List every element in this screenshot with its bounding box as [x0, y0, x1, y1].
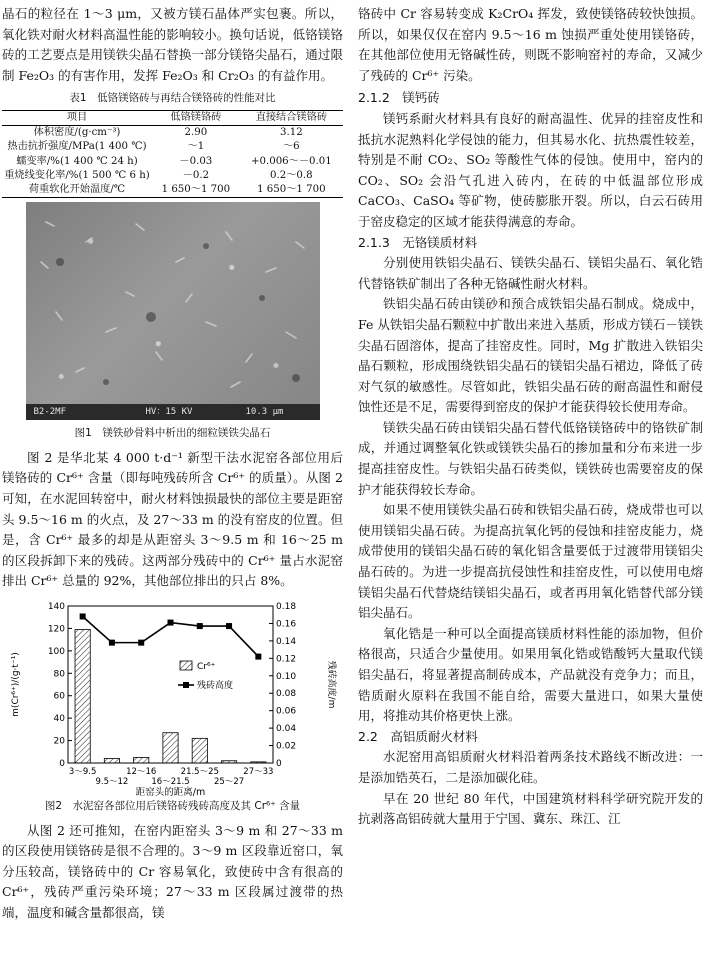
table1-header: 项目	[2, 110, 152, 125]
table-row	[2, 126, 343, 141]
chart-bars	[75, 629, 266, 762]
legend-label-cr6: Cr⁶⁺	[197, 661, 216, 672]
figure2-chart	[2, 598, 343, 796]
table1-caption: 表1 低铬镁铬砖与再结合镁铬砖的性能对比	[69, 92, 276, 105]
figure1-caption: 图1 镁铁砂骨料中析出的细粒镁铁尖晶石	[74, 427, 271, 440]
y-axis-label: m(Cr⁶⁺)/(g·t⁻¹)	[11, 652, 21, 717]
table-cell: 2.90	[184, 127, 208, 139]
table-cell: 0.2～0.8	[270, 169, 313, 181]
sem-micrograph	[26, 202, 320, 420]
sem-info-bar	[26, 404, 320, 420]
sem-scale-label: 10.3 μm	[245, 407, 284, 418]
table-cell: 1 650～1 700	[240, 183, 343, 198]
chart-svg	[2, 598, 343, 796]
right-paragraph-4: 铁铝尖晶石砖由镁砂和预合成铁铝尖晶石制成。烧成中，Fe 从铁铝尖晶石颗粒中扩散出来进入基质，形成方镁石－镁铁尖晶石固溶体，提高了挂窑皮性。同时，Mg 扩散进入铁铝尖晶石颗粒，形成围绕铁铝尖晶石的镁铝尖晶石裙边，降低了砖对气氛的敏感性。尽管如此，铁铝尖晶石砖的耐高温性和耐侵蚀性还是不足，需要得到窑皮的保护才能获得较长使用寿命。	[358, 296, 703, 415]
table-cell: 热击抗折强度/MPa(1 400 ℃)	[7, 141, 147, 153]
bar	[75, 629, 90, 762]
table-cell: 蠕变率/%(1 400 ℃ 24 h)	[16, 155, 138, 167]
table1-header-row	[2, 110, 343, 125]
line-point	[226, 623, 232, 629]
table-row	[2, 140, 343, 154]
line-point	[109, 640, 115, 646]
left-paragraph-3: 从图 2 还可推知，在窑内距窑头 3～9 m 和 27～33 m 的区段使用镁铬砖是很不合理的。3～9 m 区段靠近窑口，氧分压较高，镁铬砖中的 Cr 容易氧化，致使砖中含有很高的 Cr⁶⁺，残砖严重污染环境；27～33 m 区段属过渡带的热端，温度和碱含量都很高，镁	[2, 822, 343, 920]
right-paragraph-2: 镁钙系耐火材料具有良好的耐高温性、优异的挂窑皮性和抵抗水泥熟料化学侵蚀的能力，但其易水化、抗热震性较差，特别是不耐 CO₂、SO₂ 等酸性气体的侵蚀。使用中，窑内的 CO₂、SO₂ 会沿气孔进入砖内，在砖的中低温部位形成 CaCO₃、CaSO₄ 等矿物，使砖膨胀开裂。所以，白云石砖用于窑皮稳定的区域才能获得满意的寿命。	[358, 110, 703, 229]
bar	[251, 762, 266, 763]
x-axis-label: 距窑头的距离/m	[135, 786, 206, 796]
table-cell: ～1	[187, 141, 205, 153]
y2-tick-label: 0.08	[276, 689, 297, 700]
x-tick-label: 9.5～12	[95, 776, 129, 787]
table-cell: 荷重软化开始温度/℃	[2, 183, 152, 198]
table-cell: －0.2	[182, 169, 210, 181]
legend-label-height: 残砖高度	[197, 680, 234, 691]
right-paragraph-1: 铬砖中 Cr 容易转变成 K₂CrO₄ 挥发，致使镁铬砖较快蚀损。所以，如果仅仅在窑内 9.5～16 m 蚀损严重处使用镁铬砖，在其他部位使用无铬碱性砖，则既不影响窑衬的寿命，又减少了残砖的 Cr⁶⁺ 污染。	[358, 6, 703, 83]
sem-voltage-label: HV：15 KV	[145, 407, 193, 418]
right-column	[358, 4, 703, 830]
table-cell: 1 650～1 700	[152, 183, 240, 198]
y2-tick-label: 0.04	[276, 724, 297, 735]
x-tick-label: 16～21.5	[151, 776, 190, 787]
table-cell: 重烧线变化率/%(1 500 ℃ 6 h)	[4, 169, 150, 181]
bar	[221, 761, 236, 763]
y-tick-label: 40	[53, 714, 65, 725]
y2-tick-label: 0.16	[276, 619, 297, 630]
y-tick-label: 120	[47, 624, 65, 635]
y-tick-label: 140	[47, 601, 65, 612]
sem-texture	[26, 202, 320, 404]
table-cell: ～6	[283, 141, 300, 153]
table-row	[2, 169, 343, 183]
legend-swatch-bar	[180, 661, 192, 670]
right-paragraph-9: 早在 20 世纪 80 年代，中国建筑材料科学研究院开发的抗剥落高铝砖就大量用于宁国、冀东、珠江、江	[358, 790, 703, 827]
right-paragraph-6: 如果不使用镁铁尖晶石砖和铁铝尖晶石砖，烧成带也可以使用镁铝尖晶石砖。为提高抗氧化钙的侵蚀和挂窑皮能力，烧成带使用的镁铝尖晶石砖的氧化铝含量要低于过渡带用镁铝尖晶石砖的。为进一步提高抗侵蚀性和挂窑皮性，可以使用电熔镁铝尖晶石代替烧结镁铝尖晶石，或者再用氧化锆替代部分镁铝尖晶石。	[358, 502, 703, 621]
left-paragraph-1: 晶石的粒径在 1～3 μm，又被方镁石晶体严实包裹。所以，氧化铁对耐火材料高温性能的影响较小。换句话说，低铬镁铬砖的工艺要点是用镁铁尖晶石替换一部分镁铬尖晶石，通过限制 Fe₂O₃ 的有害作用，发挥 Fe₂O₃ 和 Cr₂O₃ 的有益作用。	[2, 6, 343, 83]
bar	[134, 757, 149, 763]
right-paragraph-5: 镁铁尖晶石砖由镁铝尖晶石替代低铬镁铬砖中的铬铁矿制成，并通过调整氧化铁或镁铁尖晶石的掺加量和分布来进一步提高挂窑皮性。与铁铝尖晶石砖类似，镁铁砖也需要窑皮的保护才能获得较长寿命。	[358, 419, 703, 497]
y2-tick-label: 0.02	[276, 741, 297, 752]
left-column	[2, 4, 343, 924]
right-paragraph-3: 分别使用铁铝尖晶石、镁铁尖晶石、镁铝尖晶石、氧化锆代替铬铁矿制出了各种无铬碱性耐火材料。	[358, 255, 703, 291]
y2-tick-label: 0.12	[276, 654, 297, 665]
right-paragraph-8: 水泥窑用高铝质耐火材料沿着两条技术路线不断改进：一是添加锆英石，二是添加碳化硅。	[358, 749, 703, 785]
bar	[104, 758, 119, 762]
line-point	[168, 620, 174, 626]
table-row	[2, 183, 343, 198]
section-heading-2-1-2: 2.1.2 镁钙砖	[358, 90, 440, 106]
y2-tick-label: 0.06	[276, 706, 297, 717]
y2-tick-label: 0.18	[276, 601, 297, 612]
table1	[2, 110, 343, 198]
table-cell: 体积密度/(g·cm⁻³)	[33, 127, 121, 139]
y2-tick-label: 0.10	[276, 671, 297, 682]
x-tick-label: 21.5～25	[180, 766, 219, 777]
left-paragraph-2: 图 2 是华北某 4 000 t·d⁻¹ 新型干法水泥窑各部位用后镁铬砖的 Cr⁶⁺ 含量（即每吨残砖所含 Cr⁶⁺ 的质量）。从图 2 可知，在水泥回转窑中，耐火材料蚀损最快的部位主要是距窑头 9.5～16 m 的火点，及 27～33 m 的没有窑皮的位置。但是，含 Cr⁶⁺ 最多的却是从距窑头 3～9.5 m 和 16～25 m 的区段拆卸下来的残砖。这两部分残砖中的 Cr⁶⁺ 量占水泥窑排出 Cr⁶⁺ 总量的 92%，其他部位排出的只占 8%。	[2, 449, 343, 589]
sem-sample-label: B2-2MF	[33, 407, 67, 418]
right-paragraph-7: 氧化锆是一种可以全面提高镁质材料性能的添加物，但价格很高，只适合少量使用。如果用氧化锆或锆酸钙大量取代镁铝尖晶石，将显著提高制砖成本，产品就没有竞争力；而且，锆质耐火原料在我国不能自给，需要大量进口，如果大量使用，将推动其价格更快上涨。	[358, 625, 703, 724]
section-heading-2-2: 2.2 高铝质耐火材料	[358, 728, 478, 744]
figure2-caption: 图2 水泥窑各部位用后镁铬砖残砖高度及其 Cr⁶⁺ 含量	[44, 799, 301, 812]
table1-header: 低铬镁铬砖	[152, 110, 240, 125]
y2-tick-label: 0	[276, 758, 282, 769]
chart-line	[80, 613, 262, 659]
line-point	[197, 623, 203, 629]
table-cell: 3.12	[280, 127, 303, 139]
bar	[192, 738, 207, 763]
line-point	[138, 640, 144, 646]
y-tick-label: 100	[47, 646, 65, 657]
x-tick-label: 3～9.5	[68, 766, 97, 777]
x-tick-label: 12～16	[126, 766, 157, 777]
x-tick-label: 25～27	[214, 776, 245, 787]
y-tick-label: 0	[59, 758, 65, 769]
y2-tick-label: 0.14	[276, 636, 297, 647]
bar	[163, 733, 178, 763]
line-point	[80, 613, 86, 619]
y-tick-label: 60	[53, 691, 65, 702]
y-tick-label: 20	[53, 736, 65, 747]
table-cell: －0.03	[179, 155, 213, 167]
y2-axis-label: 残砖高度/m	[326, 660, 336, 709]
y-tick-label: 80	[53, 669, 65, 680]
table-cell: +0.006～－0.01	[250, 155, 332, 167]
table1-header: 直接结合镁铬砖	[240, 110, 343, 125]
x-tick-label: 27～33	[243, 766, 274, 777]
section-heading-2-1-3: 2.1.3 无铬镁质材料	[358, 234, 478, 250]
line-point	[255, 654, 261, 660]
legend-swatch-point	[183, 682, 189, 688]
table-row	[2, 155, 343, 169]
